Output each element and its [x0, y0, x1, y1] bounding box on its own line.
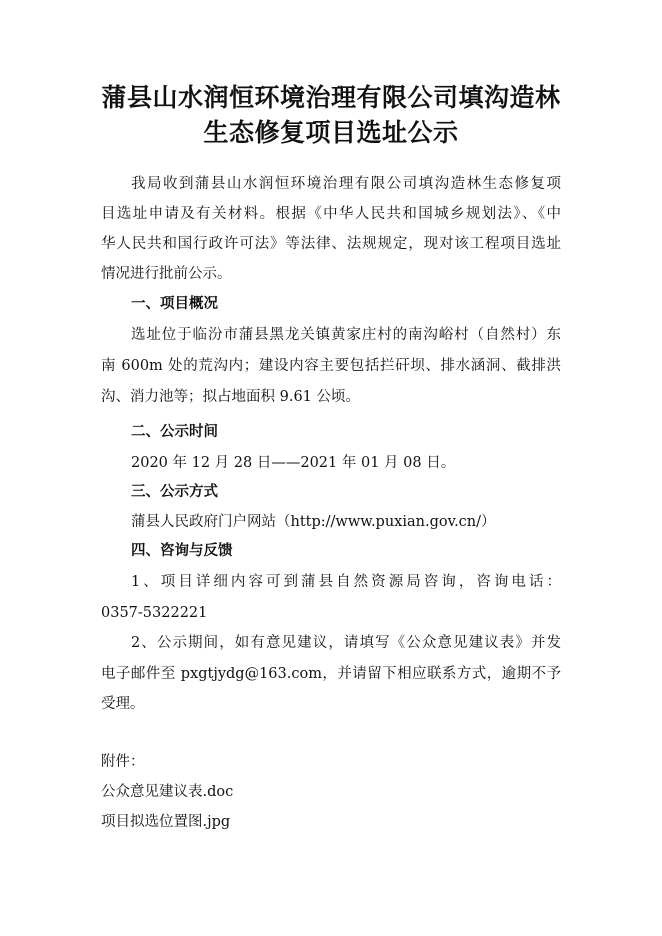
attachment-link-2[interactable]: 项目拟选位置图.jpg [101, 814, 231, 830]
intro-line-3: 华人民共和国行政许可法》等法律、法规规定，现对该工程项目选址 [101, 236, 561, 252]
overview-line-2: 南 600m 处的荒沟内；建设内容主要包括拦矸坝、排水涵洞、截排洪 [101, 358, 561, 374]
overview-line-3: 沟、消力池等；拟占地面积 9.61 公顷。 [101, 389, 361, 405]
section-heading-overview: 一、项目概况 [131, 296, 218, 312]
inquiry-line-4: 电子邮件至 pxgtjydg@163.com，并请留下相应联系方式，逾期不予 [101, 666, 561, 682]
section-heading-method: 三、公示方式 [131, 484, 218, 500]
section-heading-inquiry: 四、咨询与反馈 [131, 543, 233, 559]
attachment-link-1[interactable]: 公众意见建议表.doc [101, 784, 234, 800]
inquiry-phone: 0357-5322221 [101, 605, 208, 621]
intro-line-2: 目选址申请及有关材料。根据《中华人民共和国城乡规划法》、《中 [101, 206, 561, 222]
intro-line-1: 我局收到蒲县山水润恒环境治理有限公司填沟造林生态修复项 [131, 176, 561, 192]
inquiry-line-3: 2、公示期间，如有意见建议，请填写《公众意见建议表》并发 [131, 635, 561, 651]
intro-line-4: 情况进行批前公示。 [101, 266, 232, 282]
overview-line-1: 选址位于临汾市蒲县黑龙关镇黄家庄村的南沟峪村（自然村）东 [131, 327, 561, 343]
inquiry-line-5: 受理。 [101, 696, 145, 712]
document-title-line-2: 生态修复项目选址公示 [203, 118, 459, 147]
period-line-1: 2020 年 12 月 28 日——2021 年 01 月 08 日。 [131, 455, 456, 471]
attachments-label: 附件： [101, 754, 145, 770]
section-heading-period: 二、公示时间 [131, 424, 218, 440]
inquiry-line-1: 1、项目详细内容可到蒲县自然资源局咨询，咨询电话： [131, 574, 561, 590]
document-title-line-1: 蒲县山水润恒环境治理有限公司填沟造林 [101, 83, 561, 112]
method-line-1: 蒲县人民政府门户网站（http://www.puxian.gov.cn/） [131, 514, 496, 530]
